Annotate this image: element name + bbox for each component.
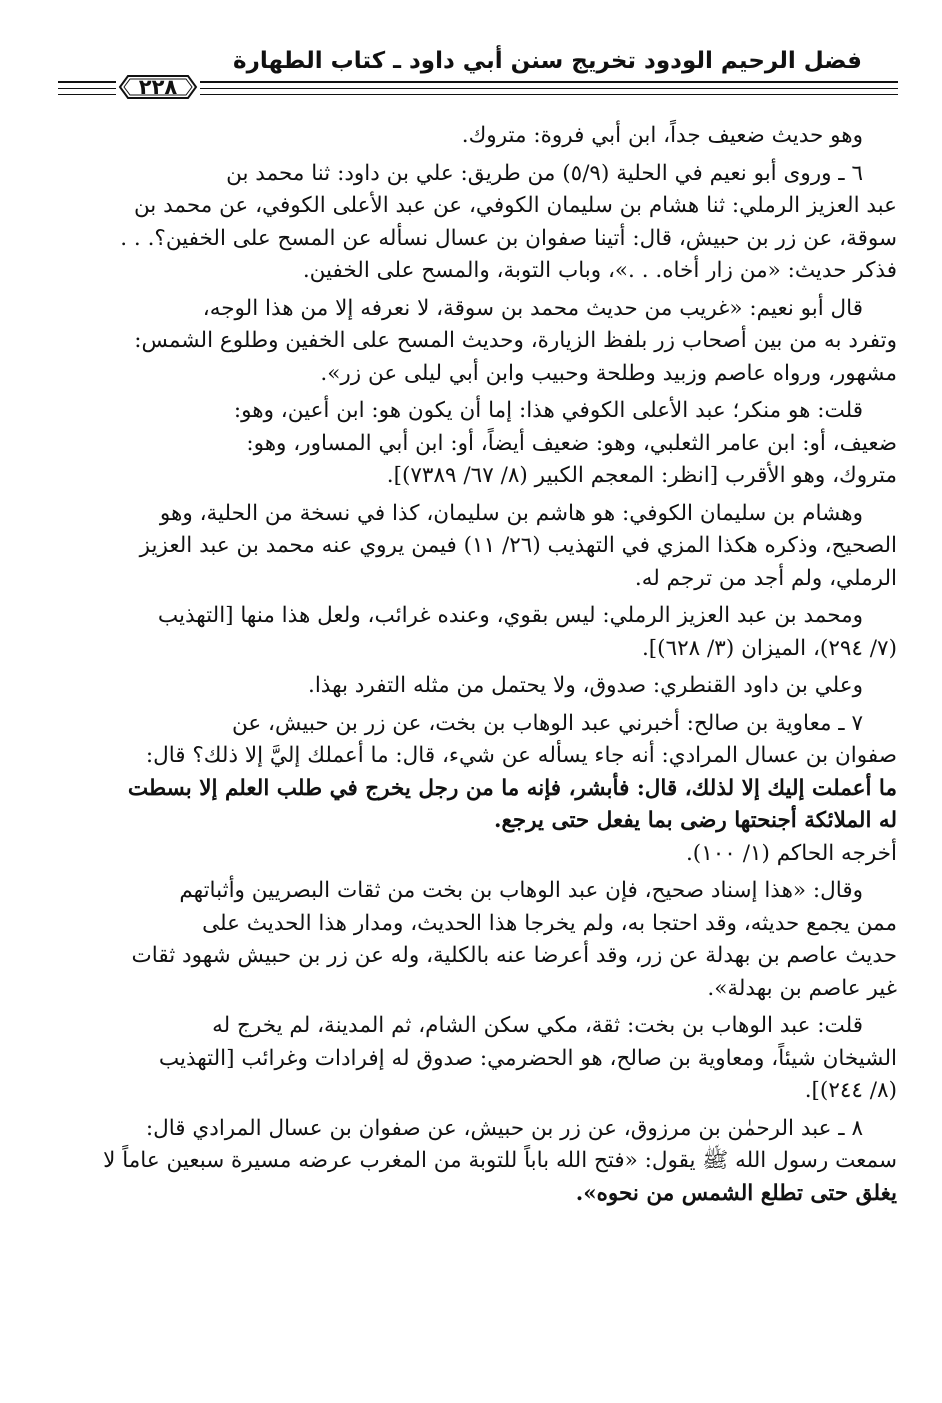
text-line: ومحمد بن عبد العزيز الرملي: ليس بقوي، وعنده غرائب، ولعل هذا منها [التهذيب [157, 603, 863, 628]
text-line: أخرجه الحاكم (١/ ١٠٠). [685, 840, 897, 866]
text-line: ممن يجمع حديثه، وقد احتجا به، ولم يخرجا هذا الحديث، ومدار هذا الحديث على [202, 910, 897, 936]
paragraph [52, 293, 897, 391]
text-line: ما أعملت إليك إلا لذلك، قال: فأبشر، فإنه ما من رجل يخرج في طلب العلم إلا بسطت [127, 775, 897, 801]
paragraph [52, 158, 897, 288]
text-line: (٨/ ٢٤٤)]. [804, 1078, 897, 1103]
text-line: قلت: هو منكر؛ عبد الأعلى الكوفي هذا: إما أن يكون هو: ابن أعين، وهو: [233, 398, 863, 423]
paragraph [52, 120, 897, 153]
text-line: ٧ ـ معاوية بن صالح: أخبرني عبد الوهاب بن بخت، عن زر بن حبيش، عن [232, 710, 863, 736]
paragraph [52, 395, 897, 493]
text-line: وقال: «هذا إسناد صحيح، فإن عبد الوهاب بن بخت من ثقات البصريين وأثباتهم [179, 878, 863, 903]
text-line: متروك، وهو الأقرب [انظر: المعجم الكبير (٨/ ٦٧/ ٧٣٨٩)]. [386, 463, 897, 488]
text-line: وتفرد به من بين أصحاب زر بلفظ الزيارة، وحديث المسح على الخفين وطلوع الشمس: [134, 328, 897, 353]
text-line: غير عاصم بن بهدلة». [707, 975, 897, 1001]
paragraph [52, 708, 897, 871]
text-line: فذكر حديث: «من زار أخاه. . .»، وباب التوبة، والمسح على الخفين. [302, 258, 897, 283]
paragraph [52, 600, 897, 665]
text-line: الصحيح، وذكره هكذا المزي في التهذيب (٢٦/ ١١) فيمن يروي عنه محمد بن عبد العزيز [139, 533, 897, 558]
text-line: وعلي بن داود القنطري: صدوق، ولا يحتمل من مثله التفرد بهذا. [307, 673, 863, 698]
text-line: سوقة، عن زر بن حبيش، قال: أتينا صفوان بن عسال نسأله عن المسح على الخفين؟. . . [120, 225, 897, 251]
text-line: (٧/ ٢٩٤)، الميزان (٣/ ٦٢٨)]. [641, 635, 897, 661]
text-line: يغلق حتى تطلع الشمس من نحوه». [575, 1180, 897, 1206]
text-line: صفوان بن عسال المرادي: أنه جاء يسأله عن شيء، قال: ما أعملك إليَّ إلا ذلك؟ قال: [145, 743, 897, 768]
text-line: عبد العزيز الرملي: ثنا هشام بن سليمان الكوفي، عن عبد الأعلى الكوفي، عن محمد بن [133, 193, 897, 218]
text-line: وهو حديث ضعيف جداً، ابن أبي فروة: متروك. [461, 123, 863, 148]
paragraph [52, 1010, 897, 1108]
page-body [52, 120, 897, 1215]
text-line: قلت: عبد الوهاب بن بخت: ثقة، مكي سكن الشام، ثم المدينة، لم يخرج له [212, 1013, 863, 1038]
paragraph [52, 498, 897, 596]
text-line: ضعيف، أو: ابن عامر الثعلبي، وهو: ضعيف أيضاً، أو: ابن أبي المساور، وهو: [246, 430, 897, 456]
text-line: ٦ ـ وروى أبو نعيم في الحلية (٥/٩) من طريق: علي بن داود: ثنا محمد بن [226, 160, 863, 186]
book-title: فضل الرحيم الودود تخريج سنن أبي داود ـ كتاب الطهارة [233, 48, 862, 74]
paragraph [52, 875, 897, 1005]
text-line: حديث عاصم بن بهدلة عن زر، وقد أعرضا عنه بالكلية، وله عن زر بن حبيش شهود ثقات [131, 943, 897, 968]
text-line: وهشام بن سليمان الكوفي: هو هاشم بن سليمان، كذا في نسخة من الحلية، وهو [159, 500, 863, 526]
text-line: الشيخان شيئاً، ومعاوية بن صالح، هو الحضرمي: صدوق له إفرادات وغرائب [التهذيب [158, 1045, 897, 1071]
page-number: ٢٢٨ [138, 75, 178, 99]
paragraph [52, 1113, 897, 1211]
text-line: مشهور، ورواه عاصم وزبيد وطلحة وحبيب وابن أبي ليلى عن زر». [320, 360, 897, 386]
text-line: الرملي، ولم أجد من ترجم له. [634, 565, 897, 591]
text-line: له الملائكة أجنحتها رضى بما يفعل حتى يرجع. [493, 808, 897, 833]
text-line: سمعت رسول الله ﷺ يقول: «فتح الله باباً للتوبة من المغرب عرضه مسيرة سبعين عاماً لا [103, 1148, 897, 1173]
paragraph [52, 670, 897, 703]
text-line: قال أبو نعيم: «غريب من حديث محمد بن سوقة، لا نعرفه إلا من هذا الوجه، [202, 295, 863, 321]
page-number-frame [116, 72, 200, 102]
text-line: ٨ ـ عبد الرحمٰن بن مرزوق، عن زر بن حبيش، عن صفوان بن عسال المرادي قال: [145, 1115, 863, 1141]
